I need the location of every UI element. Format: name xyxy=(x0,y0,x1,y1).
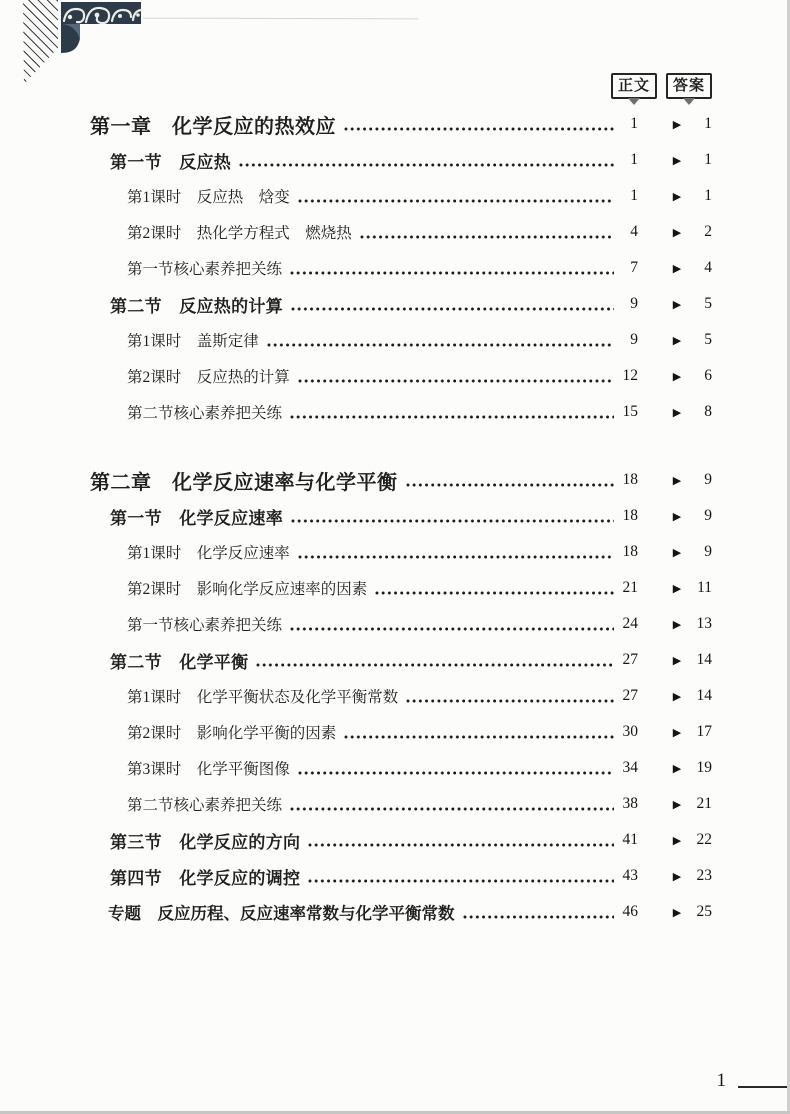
answer-page-number: 4 xyxy=(704,259,712,276)
answer-page-number: 5 xyxy=(704,295,712,312)
toc-row xyxy=(0,534,790,570)
answer-column-label: 答案 xyxy=(673,77,706,94)
toc-row xyxy=(0,750,790,786)
answer-arrow-icon: ▶ xyxy=(672,333,682,347)
toc-entry-title: 第2课时 影响化学平衡的因素 xyxy=(127,725,337,742)
dot-leader xyxy=(344,127,614,131)
dot-leader xyxy=(406,699,614,703)
answer-page-number: 8 xyxy=(704,403,712,420)
answer-arrow-icon: ▶ xyxy=(672,581,682,595)
answer-page-number: 21 xyxy=(696,795,712,812)
toc-row xyxy=(0,286,790,322)
scan-streak-artifact xyxy=(143,18,418,20)
down-pointer-icon xyxy=(683,98,695,105)
dot-leader xyxy=(298,199,614,203)
answer-page-number: 2 xyxy=(704,223,712,240)
main-text-column-label: 正文 xyxy=(618,77,651,94)
main-text-page-number: 4 xyxy=(630,223,638,240)
dot-leader xyxy=(360,235,614,239)
toc-row xyxy=(0,786,790,822)
main-text-page-number: 46 xyxy=(622,903,638,920)
toc-row xyxy=(0,358,790,394)
main-text-page-number: 12 xyxy=(622,367,638,384)
answer-page-number: 9 xyxy=(704,543,712,560)
toc-entry-title: 第二节 反应热的计算 xyxy=(110,296,283,316)
dot-leader xyxy=(375,591,614,595)
toc-row xyxy=(0,570,790,606)
answer-page-number: 5 xyxy=(704,331,712,348)
answer-arrow-icon: ▶ xyxy=(672,617,682,631)
toc-entry-title: 第2课时 热化学方程式 燃烧热 xyxy=(127,225,352,242)
toc-row xyxy=(0,858,790,894)
main-text-page-number: 9 xyxy=(630,295,638,312)
main-text-page-number: 41 xyxy=(622,831,638,848)
main-text-page-number: 1 xyxy=(630,115,638,132)
toc-entry-title: 第二节 化学平衡 xyxy=(110,652,249,672)
answer-arrow-icon: ▶ xyxy=(672,905,682,919)
footer-rule xyxy=(738,1086,790,1088)
answer-arrow-icon: ▶ xyxy=(672,653,682,667)
dot-leader xyxy=(463,915,615,919)
main-text-page-number: 30 xyxy=(622,723,638,740)
toc-entry-title: 第2课时 反应热的计算 xyxy=(127,369,290,386)
hatch-ribbon xyxy=(23,0,58,84)
corner-wave-decoration-icon xyxy=(0,0,170,95)
answer-page-number: 14 xyxy=(696,687,712,704)
main-text-page-number: 7 xyxy=(630,259,638,276)
answer-arrow-icon: ▶ xyxy=(672,473,682,487)
toc-entry-title: 第四节 化学反应的调控 xyxy=(110,868,301,888)
main-text-page-number: 21 xyxy=(622,579,638,596)
dot-leader xyxy=(344,735,614,739)
dot-leader xyxy=(290,415,614,419)
toc-row xyxy=(0,498,790,534)
toc-entry-title: 第一节 反应热 xyxy=(110,152,232,172)
main-text-page-number: 27 xyxy=(622,687,638,704)
answer-page-number: 1 xyxy=(704,151,712,168)
toc-row xyxy=(0,606,790,642)
dot-leader xyxy=(298,771,614,775)
table-of-contents xyxy=(0,106,790,930)
toc-entry-title: 专题 反应历程、反应速率常数与化学平衡常数 xyxy=(108,905,455,923)
answer-page-number: 25 xyxy=(696,903,712,920)
toc-row xyxy=(0,822,790,858)
answer-page-number: 17 xyxy=(696,723,712,740)
answer-arrow-icon: ▶ xyxy=(672,297,682,311)
dot-leader xyxy=(290,807,614,811)
toc-row xyxy=(0,250,790,286)
main-text-page-number: 27 xyxy=(622,651,638,668)
answer-arrow-icon: ▶ xyxy=(672,761,682,775)
main-text-page-number: 34 xyxy=(622,759,638,776)
toc-entry-title: 第一节 化学反应速率 xyxy=(110,508,283,528)
answer-page-number: 9 xyxy=(704,507,712,524)
answer-page-number: 13 xyxy=(696,615,712,632)
answer-page-number: 19 xyxy=(696,759,712,776)
toc-entry-title: 第二节核心素养把关练 xyxy=(127,797,283,814)
toc-row xyxy=(0,394,790,430)
toc-row xyxy=(0,178,790,214)
main-text-page-number: 1 xyxy=(630,187,638,204)
toc-entry-title: 第二章 化学反应速率与化学平衡 xyxy=(90,471,398,494)
main-text-page-number: 43 xyxy=(622,867,638,884)
dot-leader xyxy=(308,843,614,847)
answer-arrow-icon: ▶ xyxy=(672,509,682,523)
toc-row xyxy=(0,642,790,678)
answer-arrow-icon: ▶ xyxy=(672,261,682,275)
main-text-page-number: 18 xyxy=(622,543,638,560)
main-text-column-header xyxy=(611,73,657,99)
dot-leader xyxy=(290,271,614,275)
answer-page-number: 1 xyxy=(704,187,712,204)
answer-column-header xyxy=(666,73,712,99)
toc-entry-title: 第一章 化学反应的热效应 xyxy=(90,115,336,138)
toc-row xyxy=(0,106,790,142)
answer-page-number: 9 xyxy=(704,471,712,488)
answer-arrow-icon: ▶ xyxy=(672,833,682,847)
toc-row xyxy=(0,214,790,250)
answer-arrow-icon: ▶ xyxy=(672,869,682,883)
answer-page-number: 6 xyxy=(704,367,712,384)
dot-leader xyxy=(290,627,614,631)
toc-row xyxy=(0,678,790,714)
toc-entry-title: 第二节核心素养把关练 xyxy=(127,405,283,422)
main-text-page-number: 24 xyxy=(622,615,638,632)
toc-row xyxy=(0,322,790,358)
main-text-page-number: 18 xyxy=(622,471,638,488)
toc-entry-title: 第三节 化学反应的方向 xyxy=(110,832,301,852)
dot-leader xyxy=(239,163,614,167)
toc-row xyxy=(0,462,790,498)
dot-leader xyxy=(298,555,614,559)
main-text-page-number: 1 xyxy=(630,151,638,168)
main-text-page-number: 38 xyxy=(622,795,638,812)
answer-arrow-icon: ▶ xyxy=(672,405,682,419)
toc-entry-title: 第2课时 影响化学反应速率的因素 xyxy=(127,581,368,598)
answer-arrow-icon: ▶ xyxy=(672,189,682,203)
toc-entry-title: 第1课时 化学平衡状态及化学平衡常数 xyxy=(127,689,399,706)
page-number: 1 xyxy=(716,1070,726,1091)
toc-row xyxy=(0,142,790,178)
dot-leader xyxy=(256,663,614,667)
dot-leader xyxy=(406,483,615,487)
toc-row xyxy=(0,714,790,750)
toc-entry-title: 第一节核心素养把关练 xyxy=(127,617,283,634)
toc-entry-title: 第1课时 化学反应速率 xyxy=(127,545,290,562)
main-text-page-number: 18 xyxy=(622,507,638,524)
page-column-headers xyxy=(611,73,712,99)
down-pointer-icon xyxy=(628,98,640,105)
answer-page-number: 22 xyxy=(696,831,712,848)
toc-entry-title: 第3课时 化学平衡图像 xyxy=(127,761,290,778)
answer-arrow-icon: ▶ xyxy=(672,117,682,131)
toc-entry-title: 第1课时 反应热 焓变 xyxy=(127,189,290,206)
dot-leader xyxy=(298,379,614,383)
toc-entry-title: 第1课时 盖斯定律 xyxy=(127,333,259,350)
answer-arrow-icon: ▶ xyxy=(672,225,682,239)
answer-arrow-icon: ▶ xyxy=(672,153,682,167)
main-text-page-number: 15 xyxy=(622,403,638,420)
answer-page-number: 1 xyxy=(704,115,712,132)
main-text-page-number: 9 xyxy=(630,331,638,348)
answer-arrow-icon: ▶ xyxy=(672,689,682,703)
dot-leader xyxy=(267,343,614,347)
answer-arrow-icon: ▶ xyxy=(672,725,682,739)
toc-entry-title: 第一节核心素养把关练 xyxy=(127,261,283,278)
answer-page-number: 14 xyxy=(696,651,712,668)
answer-arrow-icon: ▶ xyxy=(672,369,682,383)
dot-leader xyxy=(291,307,614,311)
answer-page-number: 11 xyxy=(697,579,712,596)
answer-arrow-icon: ▶ xyxy=(672,545,682,559)
toc-row xyxy=(0,894,790,930)
dot-leader xyxy=(291,519,614,523)
answer-page-number: 23 xyxy=(696,867,712,884)
dot-leader xyxy=(308,879,614,883)
answer-arrow-icon: ▶ xyxy=(672,797,682,811)
